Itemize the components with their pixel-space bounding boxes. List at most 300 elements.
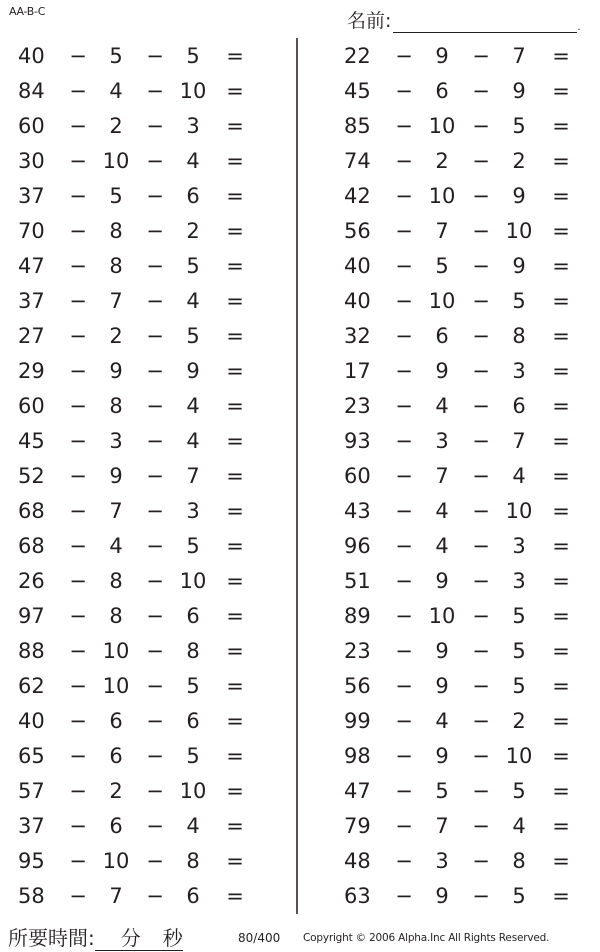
answer-area[interactable] <box>250 179 270 214</box>
minus-sign: − <box>69 534 87 558</box>
answer-area[interactable] <box>250 39 270 74</box>
equals-sign: = <box>552 324 570 348</box>
minus-sign: − <box>146 219 164 243</box>
minus-sign: − <box>146 569 164 593</box>
first-operand: 40 <box>344 289 371 313</box>
minus-sign: − <box>395 779 413 803</box>
problem-row <box>326 774 596 809</box>
minus-sign: − <box>472 779 490 803</box>
second-operand: 5 <box>435 779 449 803</box>
minus-sign: − <box>472 639 490 663</box>
answer-area[interactable] <box>576 179 596 214</box>
second-operand: 9 <box>435 884 449 908</box>
minus-sign: − <box>472 499 490 523</box>
answer-area[interactable] <box>576 599 596 634</box>
equals-sign: = <box>226 709 244 733</box>
answer-area[interactable] <box>576 459 596 494</box>
minus-sign: − <box>395 604 413 628</box>
problem-row <box>0 809 270 844</box>
minus-sign: − <box>472 744 490 768</box>
equals-sign: = <box>226 534 244 558</box>
equals-sign: = <box>226 569 244 593</box>
left-problem-column <box>0 39 270 914</box>
third-operand: 8 <box>186 849 200 873</box>
problem-row <box>326 704 596 739</box>
problem-row <box>0 494 270 529</box>
answer-area[interactable] <box>576 389 596 424</box>
third-operand: 5 <box>186 744 200 768</box>
answer-area[interactable] <box>576 879 596 914</box>
first-operand: 68 <box>18 534 45 558</box>
answer-area[interactable] <box>250 494 270 529</box>
second-operand: 9 <box>435 744 449 768</box>
second-operand: 5 <box>109 184 123 208</box>
name-label: 名前: <box>347 10 392 32</box>
first-operand: 56 <box>344 219 371 243</box>
first-operand: 48 <box>344 849 371 873</box>
answer-area[interactable] <box>576 284 596 319</box>
third-operand: 4 <box>186 149 200 173</box>
first-operand: 98 <box>344 744 371 768</box>
equals-sign: = <box>226 849 244 873</box>
equals-sign: = <box>552 464 570 488</box>
problem-row <box>0 74 270 109</box>
second-operand: 6 <box>435 324 449 348</box>
minus-sign: − <box>472 219 490 243</box>
third-operand: 2 <box>512 709 526 733</box>
answer-area[interactable] <box>576 319 596 354</box>
answer-area[interactable] <box>576 809 596 844</box>
problem-row <box>0 704 270 739</box>
equals-sign: = <box>226 779 244 803</box>
minus-sign: − <box>395 289 413 313</box>
minus-sign: − <box>69 779 87 803</box>
minus-sign: − <box>395 849 413 873</box>
equals-sign: = <box>552 289 570 313</box>
answer-area[interactable] <box>576 214 596 249</box>
answer-area[interactable] <box>576 634 596 669</box>
answer-area[interactable] <box>250 284 270 319</box>
second-operand: 10 <box>102 149 130 173</box>
equals-sign: = <box>552 709 570 733</box>
second-operand: 8 <box>109 254 123 278</box>
answer-area[interactable] <box>576 844 596 879</box>
second-operand: 7 <box>435 464 449 488</box>
first-operand: 22 <box>344 44 371 68</box>
answer-area[interactable] <box>576 249 596 284</box>
answer-area[interactable] <box>250 809 270 844</box>
minus-sign: − <box>146 394 164 418</box>
minus-sign: − <box>146 779 164 803</box>
answer-area[interactable] <box>250 109 270 144</box>
equals-sign: = <box>226 639 244 663</box>
problem-row <box>326 179 596 214</box>
minus-sign: − <box>395 429 413 453</box>
first-operand: 79 <box>344 814 371 838</box>
first-operand: 43 <box>344 499 371 523</box>
answer-area[interactable] <box>576 424 596 459</box>
problem-row <box>326 739 596 774</box>
problem-row <box>326 669 596 704</box>
problem-row <box>326 809 596 844</box>
minus-sign: − <box>395 394 413 418</box>
equals-sign: = <box>552 429 570 453</box>
problem-row <box>0 214 270 249</box>
minus-sign: − <box>395 744 413 768</box>
third-operand: 5 <box>186 674 200 698</box>
second-operand: 10 <box>102 639 130 663</box>
answer-area[interactable] <box>250 879 270 914</box>
minus-sign: − <box>69 814 87 838</box>
minus-sign: − <box>472 254 490 278</box>
answer-area[interactable] <box>250 144 270 179</box>
third-operand: 4 <box>186 429 200 453</box>
minus-sign: − <box>472 324 490 348</box>
minus-sign: − <box>69 359 87 383</box>
third-operand: 7 <box>186 464 200 488</box>
first-operand: 99 <box>344 709 371 733</box>
minus-sign: − <box>472 709 490 733</box>
first-operand: 40 <box>18 709 45 733</box>
equals-sign: = <box>552 744 570 768</box>
problem-row <box>326 564 596 599</box>
answer-area[interactable] <box>250 424 270 459</box>
third-operand: 5 <box>512 639 526 663</box>
minus-sign: − <box>69 639 87 663</box>
second-operand: 8 <box>109 394 123 418</box>
answer-area[interactable] <box>576 144 596 179</box>
minus-sign: − <box>395 44 413 68</box>
equals-sign: = <box>552 394 570 418</box>
second-operand: 9 <box>435 569 449 593</box>
problem-row <box>0 739 270 774</box>
third-operand: 6 <box>186 709 200 733</box>
first-operand: 68 <box>18 499 45 523</box>
first-operand: 37 <box>18 814 45 838</box>
minus-sign: − <box>395 184 413 208</box>
answer-area[interactable] <box>576 39 596 74</box>
second-operand: 9 <box>435 639 449 663</box>
second-operand: 6 <box>435 79 449 103</box>
second-operand: 4 <box>109 79 123 103</box>
minus-sign: − <box>472 394 490 418</box>
minus-sign: − <box>395 149 413 173</box>
third-operand: 5 <box>186 44 200 68</box>
first-operand: 37 <box>18 184 45 208</box>
first-operand: 93 <box>344 429 371 453</box>
problem-row <box>0 389 270 424</box>
minus-sign: − <box>472 184 490 208</box>
second-operand: 4 <box>435 709 449 733</box>
third-operand: 5 <box>512 779 526 803</box>
problem-row <box>326 214 596 249</box>
minus-sign: − <box>472 604 490 628</box>
minus-sign: − <box>395 814 413 838</box>
second-operand: 2 <box>109 114 123 138</box>
minus-sign: − <box>146 254 164 278</box>
first-operand: 74 <box>344 149 371 173</box>
first-operand: 26 <box>18 569 45 593</box>
answer-area[interactable] <box>250 704 270 739</box>
third-operand: 5 <box>512 114 526 138</box>
answer-area[interactable] <box>576 704 596 739</box>
first-operand: 23 <box>344 639 371 663</box>
minus-sign: − <box>69 79 87 103</box>
problem-row <box>326 39 596 74</box>
equals-sign: = <box>552 779 570 803</box>
problem-row <box>0 634 270 669</box>
equals-sign: = <box>552 499 570 523</box>
third-operand: 10 <box>505 499 533 523</box>
footer <box>8 922 598 950</box>
third-operand: 6 <box>186 884 200 908</box>
first-operand: 84 <box>18 79 45 103</box>
third-operand: 9 <box>512 184 526 208</box>
second-operand: 3 <box>435 429 449 453</box>
second-operand: 10 <box>428 604 456 628</box>
first-operand: 45 <box>18 429 45 453</box>
first-operand: 70 <box>18 219 45 243</box>
minus-sign: − <box>69 324 87 348</box>
minus-sign: − <box>146 604 164 628</box>
minutes-input-line[interactable] <box>95 928 121 951</box>
problem-row <box>326 354 596 389</box>
third-operand: 4 <box>186 289 200 313</box>
minus-sign: − <box>146 289 164 313</box>
name-input-line[interactable] <box>393 14 577 33</box>
minus-sign: − <box>69 744 87 768</box>
minus-sign: − <box>395 114 413 138</box>
column-divider <box>296 38 298 914</box>
minus-sign: − <box>146 499 164 523</box>
equals-sign: = <box>226 114 244 138</box>
minus-sign: − <box>472 149 490 173</box>
minus-sign: − <box>472 114 490 138</box>
third-operand: 10 <box>505 744 533 768</box>
answer-area[interactable] <box>576 774 596 809</box>
third-operand: 3 <box>512 534 526 558</box>
third-operand: 5 <box>186 534 200 558</box>
third-operand: 10 <box>179 79 207 103</box>
problem-row <box>0 39 270 74</box>
second-operand: 10 <box>102 674 130 698</box>
third-operand: 6 <box>186 604 200 628</box>
first-operand: 23 <box>344 394 371 418</box>
second-operand: 10 <box>428 114 456 138</box>
equals-sign: = <box>552 604 570 628</box>
second-operand: 10 <box>102 849 130 873</box>
answer-area[interactable] <box>250 459 270 494</box>
third-operand: 10 <box>179 779 207 803</box>
second-operand: 8 <box>109 219 123 243</box>
copyright-notice: Copyright © 2006 Alpha.Inc All Rights Reserved. <box>303 932 550 944</box>
second-operand: 4 <box>435 534 449 558</box>
minus-sign: − <box>69 149 87 173</box>
equals-sign: = <box>226 149 244 173</box>
minus-sign: − <box>146 44 164 68</box>
name-line-end: . <box>577 22 581 33</box>
minus-sign: − <box>69 394 87 418</box>
problem-row <box>326 844 596 879</box>
second-operand: 7 <box>109 289 123 313</box>
first-operand: 60 <box>18 394 45 418</box>
third-operand: 6 <box>186 184 200 208</box>
first-operand: 56 <box>344 674 371 698</box>
minus-sign: − <box>472 569 490 593</box>
minus-sign: − <box>69 569 87 593</box>
seconds-input-line[interactable] <box>141 928 163 951</box>
problem-row <box>326 109 596 144</box>
minus-sign: − <box>69 464 87 488</box>
problem-row <box>0 354 270 389</box>
third-operand: 10 <box>505 219 533 243</box>
problem-row <box>326 284 596 319</box>
problem-row <box>326 424 596 459</box>
equals-sign: = <box>226 814 244 838</box>
equals-sign: = <box>226 254 244 278</box>
minus-sign: − <box>69 604 87 628</box>
first-operand: 58 <box>18 884 45 908</box>
third-operand: 3 <box>512 569 526 593</box>
minus-sign: − <box>472 79 490 103</box>
second-operand: 5 <box>109 44 123 68</box>
first-operand: 47 <box>18 254 45 278</box>
problem-row <box>0 284 270 319</box>
third-operand: 4 <box>186 814 200 838</box>
answer-area[interactable] <box>250 774 270 809</box>
answer-area[interactable] <box>250 319 270 354</box>
third-operand: 3 <box>186 114 200 138</box>
second-operand: 2 <box>435 149 449 173</box>
minus-sign: − <box>69 674 87 698</box>
third-operand: 4 <box>512 814 526 838</box>
second-operand: 9 <box>435 674 449 698</box>
answer-area[interactable] <box>250 354 270 389</box>
answer-area[interactable] <box>576 529 596 564</box>
answer-area[interactable] <box>576 494 596 529</box>
minus-sign: − <box>472 674 490 698</box>
first-operand: 97 <box>18 604 45 628</box>
answer-area[interactable] <box>576 739 596 774</box>
minus-sign: − <box>146 814 164 838</box>
first-operand: 47 <box>344 779 371 803</box>
answer-area[interactable] <box>250 214 270 249</box>
second-operand: 9 <box>435 44 449 68</box>
answer-area[interactable] <box>250 249 270 284</box>
first-operand: 40 <box>18 44 45 68</box>
answer-area[interactable] <box>250 564 270 599</box>
answer-area[interactable] <box>576 564 596 599</box>
first-operand: 88 <box>18 639 45 663</box>
minus-sign: − <box>69 44 87 68</box>
third-operand: 9 <box>186 359 200 383</box>
third-operand: 5 <box>186 254 200 278</box>
second-operand: 9 <box>109 464 123 488</box>
equals-sign: = <box>226 394 244 418</box>
first-operand: 89 <box>344 604 371 628</box>
page-counter: 80/400 <box>238 931 281 945</box>
second-operand: 6 <box>109 709 123 733</box>
first-operand: 60 <box>344 464 371 488</box>
equals-sign: = <box>226 184 244 208</box>
second-operand: 7 <box>109 499 123 523</box>
minus-sign: − <box>395 254 413 278</box>
answer-area[interactable] <box>250 389 270 424</box>
answer-area[interactable] <box>576 109 596 144</box>
first-operand: 27 <box>18 324 45 348</box>
third-operand: 10 <box>179 569 207 593</box>
answer-area[interactable] <box>250 844 270 879</box>
answer-area[interactable] <box>576 354 596 389</box>
minus-sign: − <box>146 884 164 908</box>
first-operand: 57 <box>18 779 45 803</box>
answer-area[interactable] <box>576 74 596 109</box>
problem-row <box>326 389 596 424</box>
second-operand: 6 <box>109 744 123 768</box>
equals-sign: = <box>226 674 244 698</box>
first-operand: 30 <box>18 149 45 173</box>
equals-sign: = <box>226 429 244 453</box>
minus-sign: − <box>146 359 164 383</box>
minus-sign: − <box>472 884 490 908</box>
minus-sign: − <box>146 79 164 103</box>
problem-row <box>326 529 596 564</box>
minus-sign: − <box>395 674 413 698</box>
answer-area[interactable] <box>250 669 270 704</box>
answer-area[interactable] <box>250 634 270 669</box>
answer-area[interactable] <box>250 599 270 634</box>
answer-area[interactable] <box>576 669 596 704</box>
answer-area[interactable] <box>250 739 270 774</box>
problem-row <box>0 144 270 179</box>
problem-row <box>0 179 270 214</box>
equals-sign: = <box>226 464 244 488</box>
problem-row <box>326 319 596 354</box>
third-operand: 8 <box>512 849 526 873</box>
third-operand: 9 <box>512 254 526 278</box>
third-operand: 7 <box>512 44 526 68</box>
problem-row <box>0 319 270 354</box>
equals-sign: = <box>552 814 570 838</box>
minus-sign: − <box>146 429 164 453</box>
answer-area[interactable] <box>250 74 270 109</box>
seconds-unit: 秒 <box>162 926 183 950</box>
problem-row <box>0 879 270 914</box>
second-operand: 7 <box>109 884 123 908</box>
minus-sign: − <box>69 709 87 733</box>
equals-sign: = <box>226 219 244 243</box>
second-operand: 7 <box>435 814 449 838</box>
minus-sign: − <box>472 814 490 838</box>
minus-sign: − <box>146 464 164 488</box>
answer-area[interactable] <box>250 529 270 564</box>
minus-sign: − <box>395 359 413 383</box>
minus-sign: − <box>69 289 87 313</box>
minus-sign: − <box>69 849 87 873</box>
second-operand: 8 <box>109 604 123 628</box>
minus-sign: − <box>472 44 490 68</box>
third-operand: 9 <box>512 79 526 103</box>
second-operand: 2 <box>109 779 123 803</box>
first-operand: 45 <box>344 79 371 103</box>
first-operand: 29 <box>18 359 45 383</box>
first-operand: 85 <box>344 114 371 138</box>
minus-sign: − <box>395 79 413 103</box>
minus-sign: − <box>395 639 413 663</box>
right-problem-column <box>326 39 596 914</box>
second-operand: 5 <box>435 254 449 278</box>
third-operand: 5 <box>186 324 200 348</box>
